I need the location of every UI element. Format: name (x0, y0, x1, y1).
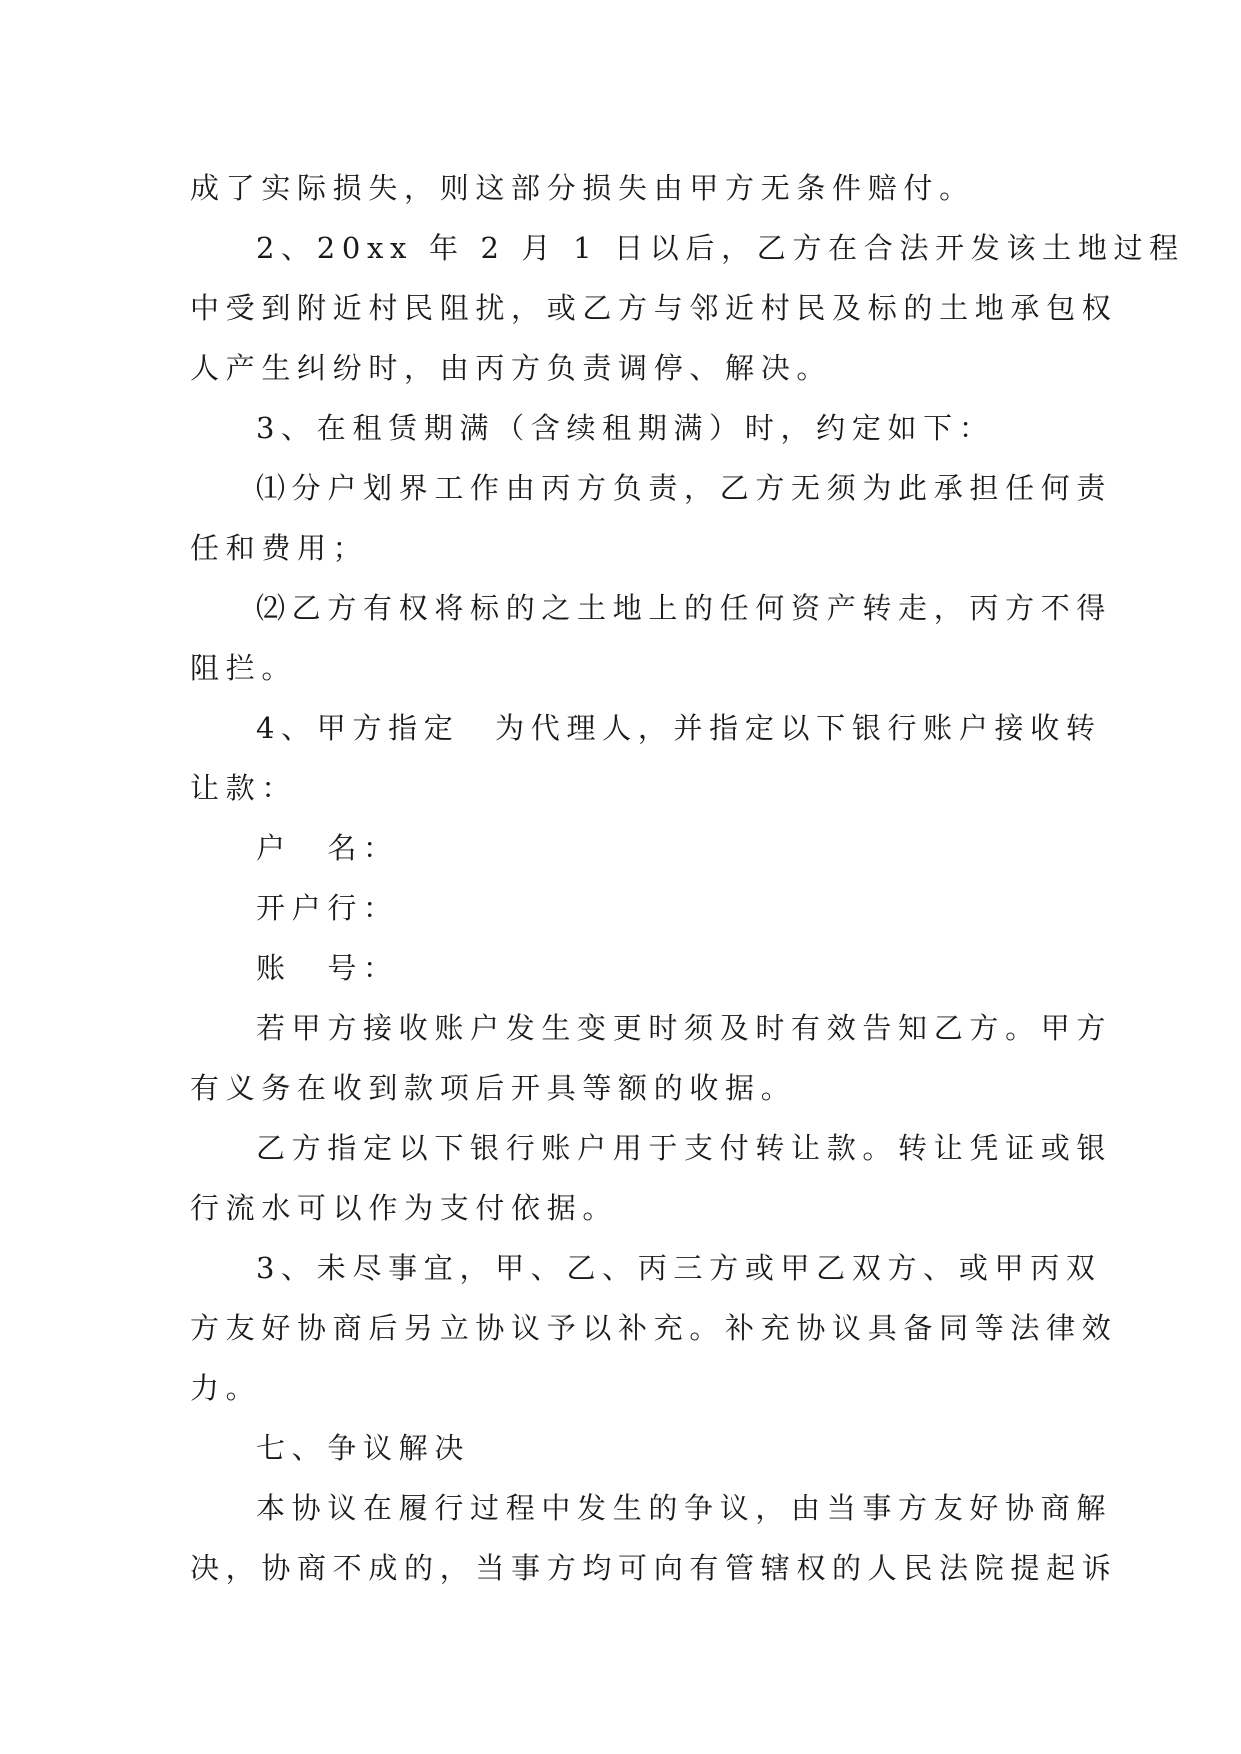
text-line: 若甲方接收账户发生变更时须及时有效告知乙方。甲方 (256, 1011, 1113, 1045)
text-line: 乙方指定以下银行账户用于支付转让款。转让凭证或银 (256, 1131, 1113, 1165)
text-line: 2、20xx 年 2 月 1 日以后，乙方在合法开发该土地过程 (256, 231, 1185, 265)
text-line: 方友好协商后另立协议予以补充。补充协议具备同等法律效 (190, 1311, 1118, 1345)
bank-label: 开户行： (256, 891, 399, 925)
account-name-label: 户 名： (256, 831, 399, 865)
text-line: 成了实际损失，则这部分损失由甲方无条件赔付。 (190, 171, 975, 205)
text-line: 行流水可以作为支付依据。 (190, 1191, 619, 1225)
text-line: 决，协商不成的，当事方均可向有管辖权的人民法院提起诉 (190, 1551, 1118, 1585)
text-line: 中受到附近村民阻扰，或乙方与邻近村民及标的土地承包权 (190, 291, 1118, 325)
text-line: 有义务在收到款项后开具等额的收据。 (190, 1071, 797, 1105)
section-heading: 七、争议解决 (256, 1431, 471, 1465)
text-line: 4、甲方指定 为代理人，并指定以下银行账户接收转 (256, 711, 1102, 745)
text-line: 本协议在履行过程中发生的争议，由当事方友好协商解 (256, 1491, 1113, 1525)
document-body (190, 158, 1185, 1598)
account-number-label: 账 号： (256, 951, 399, 985)
text-line: 力。 (190, 1371, 262, 1405)
text-line: 人产生纠纷时，由丙方负责调停、解决。 (190, 351, 833, 385)
text-line: 阻拦。 (190, 651, 298, 685)
text-line: 任和费用； (190, 531, 369, 565)
text-line: 3、在租赁期满（含续租期满）时，约定如下： (256, 411, 995, 445)
text-line: ⑴分户划界工作由丙方负责，乙方无须为此承担任何责 (256, 471, 1113, 505)
text-line: 让款： (190, 771, 298, 805)
text-line: ⑵乙方有权将标的之土地上的任何资产转走，丙方不得 (256, 591, 1113, 625)
text-line: 3、未尽事宜，甲、乙、丙三方或甲乙双方、或甲丙双 (256, 1251, 1102, 1285)
